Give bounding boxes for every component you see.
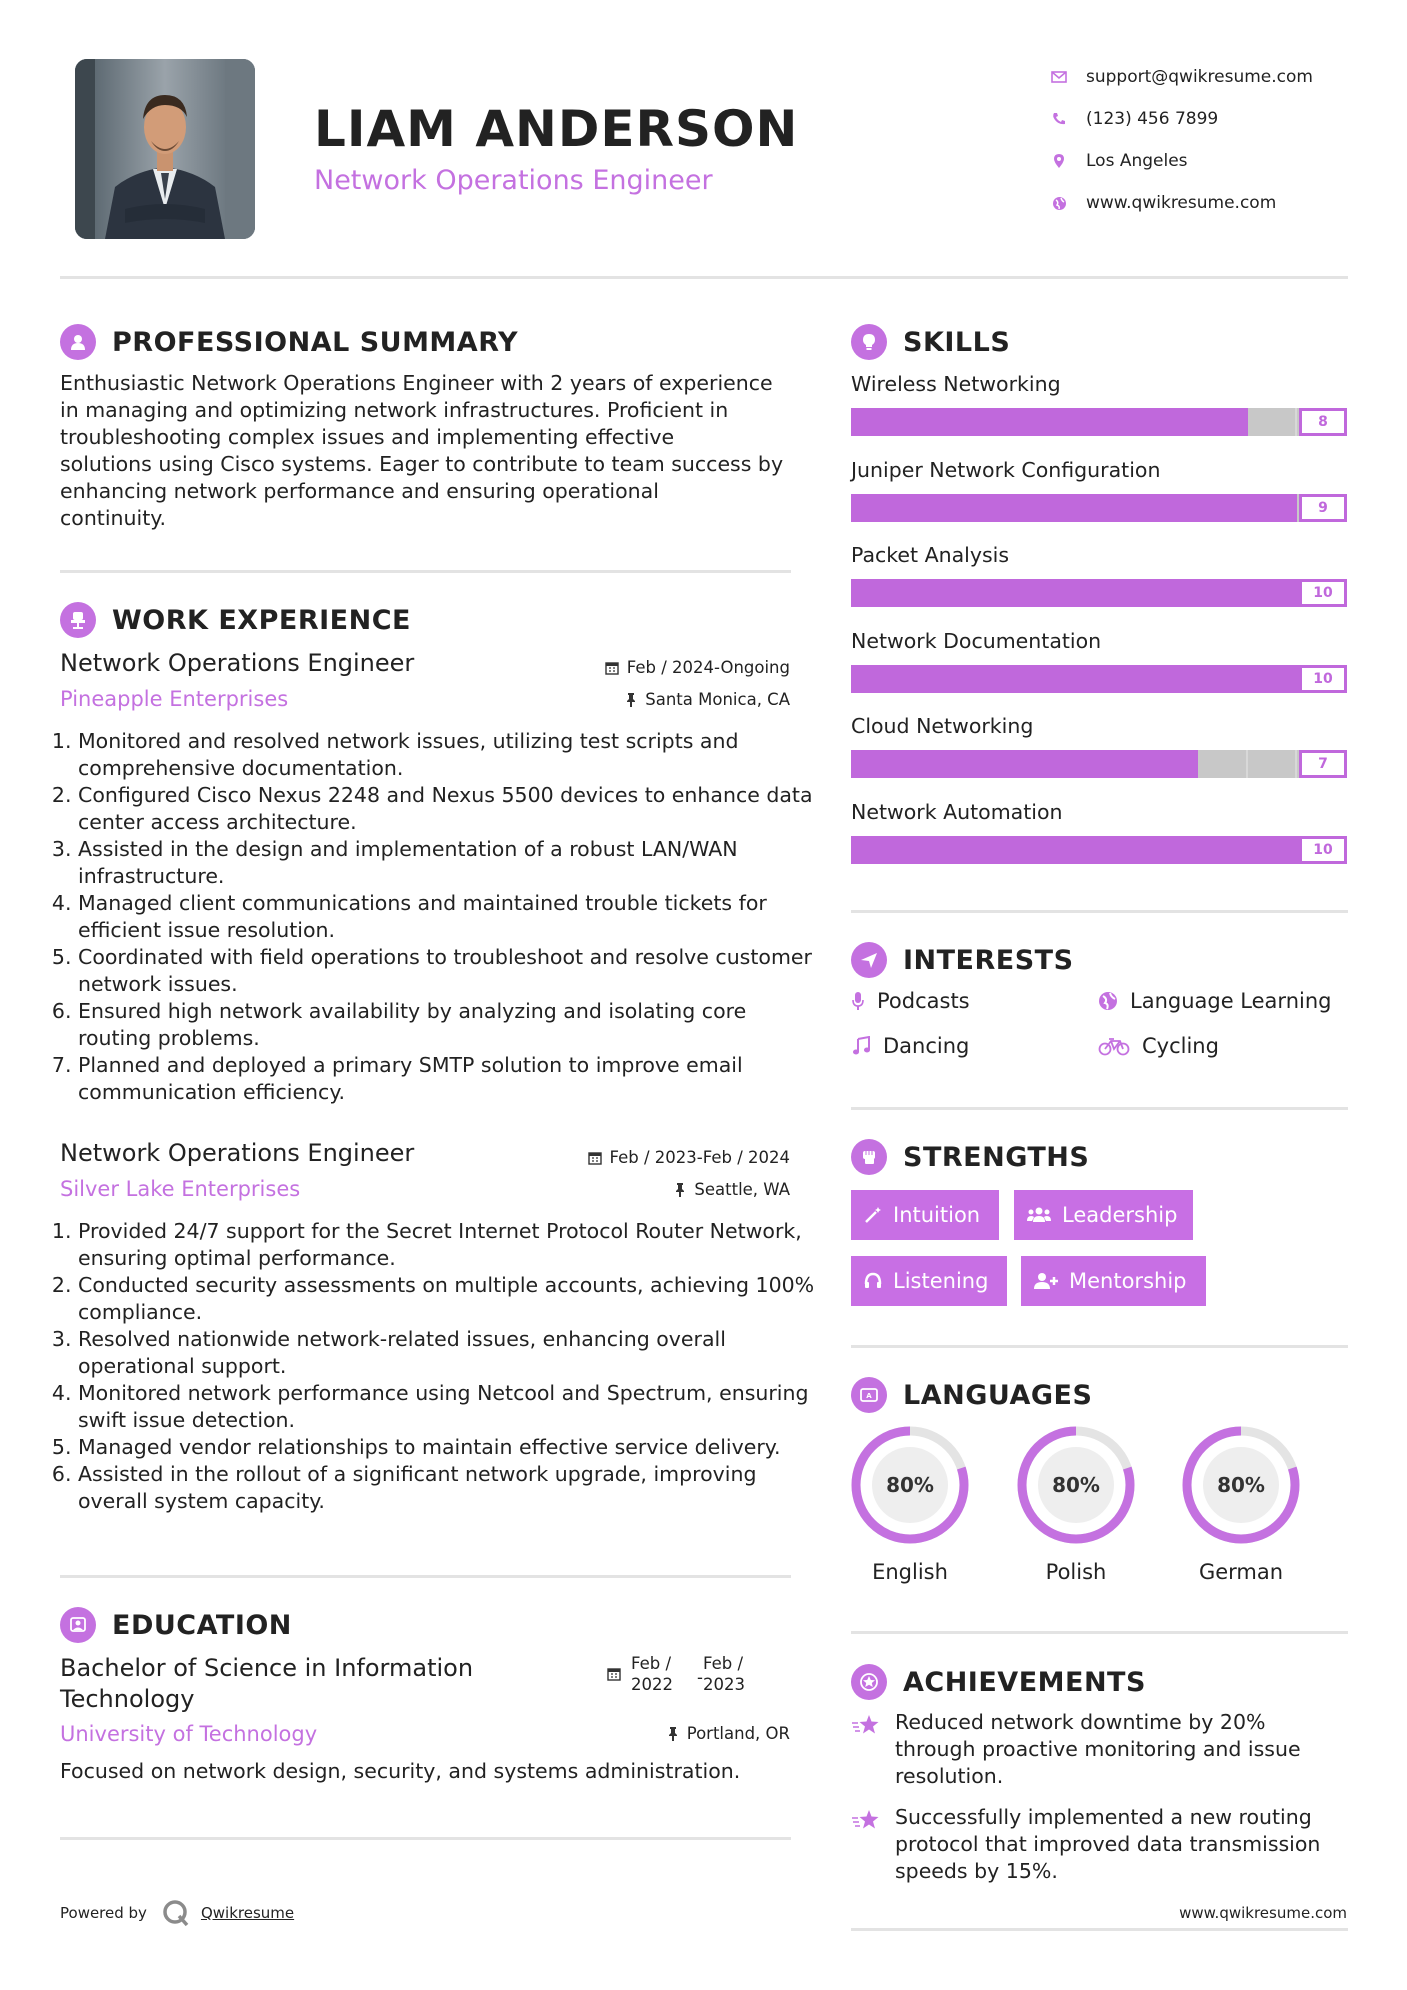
list-item: 3. Assisted in the design and implementation of a robust LAN/WAN infrastructure.: [78, 836, 818, 890]
skill-bar-fill: [851, 836, 1347, 864]
achievement-line: speeds by 15%.: [895, 1859, 1058, 1883]
microphone-icon: [851, 991, 865, 1011]
list-item: 6. Assisted in the rollout of a significant network upgrade, improving overall system capacity.: [78, 1461, 818, 1515]
skill-name: Wireless Networking: [851, 372, 1061, 396]
language-percent: 80%: [1052, 1473, 1100, 1497]
summary-line: continuity.: [60, 506, 166, 530]
list-item: 4. Managed client communications and maintained trouble tickets for efficient issue resolution.: [78, 890, 818, 944]
skill-bar-fill: [851, 408, 1248, 436]
pushpin-icon: [625, 692, 637, 708]
skill-bar: [851, 408, 1347, 436]
candidate-name: LIAM ANDERSON: [314, 100, 799, 158]
summary-line: troubleshooting complex issues and implementing effective: [60, 425, 675, 449]
list-item: 3. Resolved nationwide network-related issues, enhancing overall operational support.: [78, 1326, 818, 1380]
languages-heading: [851, 1377, 1092, 1413]
language-item: [849, 1424, 971, 1584]
job-2-date: [490, 1148, 790, 1167]
interest-label: Language Learning: [1130, 989, 1332, 1013]
skill-bar-fill: [851, 750, 1198, 778]
strength-label: Intuition: [893, 1203, 981, 1227]
summary-line: solutions using Cisco systems. Eager to contribute to team success by: [60, 452, 784, 476]
contact-phone-text: (123) 456 7899: [1086, 109, 1219, 129]
skills-heading: [851, 324, 1010, 360]
interests-title: INTERESTS: [903, 944, 1074, 976]
calendar-icon: [607, 1667, 621, 1681]
achievement-line: Reduced network downtime by 20%: [895, 1710, 1266, 1734]
contact-email[interactable]: [1050, 56, 1313, 98]
skill-name: Network Automation: [851, 799, 1063, 824]
headphones-icon: [863, 1271, 883, 1291]
lightbulb-icon: [851, 324, 887, 360]
paper-plane-icon: [851, 942, 887, 978]
work-divider: [60, 1575, 791, 1578]
work-heading: [60, 602, 411, 638]
skill-bar: [851, 665, 1347, 693]
music-note-icon: [851, 1036, 871, 1056]
globe-icon: [1098, 991, 1118, 1011]
interest-label: Podcasts: [877, 989, 970, 1013]
education-end-year: 2023: [703, 1675, 745, 1694]
achievements-heading: [851, 1664, 1146, 1700]
education-end: [697, 1653, 745, 1695]
education-location: [490, 1724, 790, 1743]
summary-title: PROFESSIONAL SUMMARY: [112, 326, 519, 358]
language-name: Polish: [1045, 1560, 1107, 1584]
skill-bar-segment: [1248, 408, 1298, 436]
job-1-company: Pineapple Enterprises: [60, 687, 289, 711]
job-2-title: Network Operations Engineer: [60, 1139, 415, 1167]
list-item: 1. Monitored and resolved network issues, utilizing test scripts and comprehensive documentation.: [78, 728, 818, 782]
language-percent: 80%: [886, 1473, 934, 1497]
language-name: German: [1198, 1560, 1284, 1584]
users-icon: [1026, 1205, 1052, 1225]
svg-text:A: A: [866, 1392, 872, 1400]
summary-text: [60, 370, 800, 532]
list-item: 2. Conducted security assessments on multiple accounts, achieving 100% compliance.: [78, 1272, 818, 1326]
job-1-location: [490, 690, 790, 709]
shooting-star-icon: [851, 1808, 883, 1832]
skill-score: 10: [1299, 579, 1347, 607]
school: University of Technology: [60, 1722, 318, 1746]
contact-email-text: support@qwikresume.com: [1086, 67, 1313, 87]
summary-line: in managing and optimizing network infrastructures. Proficient in: [60, 398, 729, 422]
footer-website[interactable]: www.qwikresume.com: [1179, 1904, 1347, 1922]
job-1-date: [490, 658, 790, 677]
achievements-title: ACHIEVEMENTS: [903, 1666, 1146, 1698]
envelope-icon: [1050, 68, 1068, 86]
interest-cycling: [1098, 1034, 1219, 1058]
language-ring: [849, 1424, 971, 1546]
achievement-item: [851, 1804, 1348, 1885]
achievement-line: resolution.: [895, 1764, 1004, 1788]
language-ring: [1180, 1424, 1302, 1546]
job-1-location-text: Santa Monica, CA: [645, 690, 790, 709]
pushpin-icon: [674, 1182, 686, 1198]
strength-listening: [851, 1256, 1007, 1306]
skill-name: Network Documentation: [851, 628, 1102, 653]
strengths-heading: [851, 1139, 1089, 1175]
skill-bar-fill: [851, 665, 1347, 693]
strengths-title: STRENGTHS: [903, 1141, 1090, 1173]
user-icon: [60, 324, 96, 360]
education-dash: -: [697, 1668, 703, 1687]
profile-photo: [75, 59, 255, 239]
contact-location-text: Los Angeles: [1086, 151, 1188, 171]
skill-bar-fill: [851, 494, 1297, 522]
languages-divider: [851, 1631, 1348, 1634]
interest-dancing: [851, 1034, 969, 1058]
bicycle-icon: [1098, 1036, 1130, 1056]
achievement-item: [851, 1709, 1348, 1790]
interest-label: Cycling: [1142, 1034, 1219, 1058]
education-description: Focused on network design, security, and systems administration.: [60, 1759, 741, 1783]
skill-bar-segment: [1248, 750, 1298, 778]
education-end-month: Feb /: [703, 1654, 744, 1673]
strength-label: Listening: [893, 1269, 989, 1293]
language-item: [1015, 1424, 1137, 1584]
education-title: EDUCATION: [112, 1609, 292, 1641]
achievement-line: through proactive monitoring and issue: [895, 1737, 1301, 1761]
job-1-title: Network Operations Engineer: [60, 649, 415, 677]
skill-score: 9: [1299, 494, 1347, 522]
summary-line: Enthusiastic Network Operations Engineer with 2 years of experience: [60, 371, 773, 395]
strength-intuition: [851, 1190, 999, 1240]
education-start: [631, 1653, 673, 1695]
languages-title: LANGUAGES: [903, 1379, 1093, 1411]
calendar-icon: [588, 1151, 602, 1165]
strength-leadership: [1014, 1190, 1193, 1240]
pushpin-icon: [667, 1726, 679, 1742]
job-1-date-text: Feb / 2024-Ongoing: [626, 658, 790, 677]
strength-label: Mentorship: [1069, 1269, 1187, 1293]
skill-bar: [851, 494, 1347, 522]
magic-wand-icon: [863, 1205, 883, 1225]
achievements-divider: [851, 1928, 1348, 1931]
phone-icon: [1050, 110, 1068, 128]
powered-by-text: Powered by: [60, 1904, 147, 1922]
skills-divider: [851, 910, 1348, 913]
list-item: 4. Monitored network performance using Netcool and Spectrum, ensuring swift issue detection.: [78, 1380, 818, 1434]
education-start-year: 2022: [631, 1675, 673, 1694]
language-ring: [1015, 1424, 1137, 1546]
degree-line: Bachelor of Science in Information: [60, 1654, 474, 1682]
map-pin-icon: [1050, 152, 1068, 170]
list-item: 6. Ensured high network availability by analyzing and isolating core routing problems.: [78, 998, 818, 1052]
skill-score: 10: [1299, 665, 1347, 693]
contact-location: [1050, 140, 1313, 182]
interests-divider: [851, 1107, 1348, 1110]
skill-bar-segment: [1198, 750, 1248, 778]
achievement-line: protocol that improved data transmission: [895, 1832, 1321, 1856]
qwikresume-link[interactable]: Qwikresume: [200, 1904, 295, 1922]
summary-divider: [60, 570, 791, 573]
language-card-icon: [851, 1377, 887, 1413]
education-heading: [60, 1607, 292, 1643]
skill-score: 8: [1299, 408, 1347, 436]
skill-score: 7: [1299, 750, 1347, 778]
job-1-duties: [60, 728, 818, 1106]
interests-heading: [851, 942, 1074, 978]
achievement-text: [895, 1709, 1301, 1790]
calendar-icon: [605, 661, 619, 675]
achievement-text: [895, 1804, 1320, 1885]
job-2-company: Silver Lake Enterprises: [60, 1177, 301, 1201]
list-item: 1. Provided 24/7 support for the Secret Internet Protocol Router Network, ensuring optimal performance.: [78, 1218, 818, 1272]
strength-mentorship: [1021, 1256, 1206, 1306]
summary-heading: [60, 324, 518, 360]
skill-name: Juniper Network Configuration: [851, 457, 1161, 482]
education-start-month: Feb /: [631, 1654, 672, 1673]
job-2-location-text: Seattle, WA: [694, 1180, 790, 1199]
skill-bar: [851, 750, 1347, 778]
summary-line: enhancing network performance and ensuring operational: [60, 479, 659, 503]
chair-icon: [60, 602, 96, 638]
language-item: [1180, 1424, 1302, 1584]
list-item: 7. Planned and deployed a primary SMTP solution to improve email communication efficiency.: [78, 1052, 818, 1106]
shooting-star-icon: [851, 1713, 883, 1737]
job-2-date-text: Feb / 2023-Feb / 2024: [609, 1148, 790, 1167]
education-divider: [60, 1837, 791, 1840]
contact-website-text: www.qwikresume.com: [1086, 193, 1277, 213]
header-divider: [60, 276, 1348, 279]
skill-score: 10: [1299, 836, 1347, 864]
skill-bar: [851, 579, 1347, 607]
degree-line: Technology: [60, 1685, 195, 1713]
list-item: 5. Managed vendor relationships to maintain effective service delivery.: [78, 1434, 818, 1461]
list-item: 5. Coordinated with field operations to troubleshoot and resolve customer network issues.: [78, 944, 818, 998]
degree: [60, 1653, 473, 1715]
job-2-location: [490, 1180, 790, 1199]
footer-powered-by: [60, 1898, 294, 1928]
star-badge-icon: [851, 1664, 887, 1700]
qwikresume-logo-icon: [161, 1898, 191, 1928]
strength-label: Leadership: [1062, 1203, 1178, 1227]
skills-title: SKILLS: [903, 326, 1011, 358]
contact-website[interactable]: [1050, 182, 1313, 224]
education-location-text: Portland, OR: [686, 1724, 790, 1743]
interest-podcasts: [851, 989, 970, 1013]
skill-name: Packet Analysis: [851, 543, 1010, 567]
interest-language-learning: [1098, 989, 1331, 1013]
strengths-divider: [851, 1345, 1348, 1348]
globe-icon: [1050, 194, 1068, 212]
achievement-line: Successfully implemented a new routing: [895, 1805, 1312, 1829]
contact-block: [1050, 56, 1313, 224]
contact-phone[interactable]: [1050, 98, 1313, 140]
graduate-icon: [60, 1607, 96, 1643]
language-name: English: [872, 1560, 948, 1584]
list-item: 2. Configured Cisco Nexus 2248 and Nexus 5500 devices to enhance data center access architecture.: [78, 782, 818, 836]
skill-name: Cloud Networking: [851, 714, 1034, 738]
language-percent: 80%: [1217, 1473, 1265, 1497]
work-title: WORK EXPERIENCE: [112, 604, 411, 636]
skill-bar: [851, 836, 1347, 864]
user-plus-icon: [1033, 1271, 1059, 1291]
skill-bar-fill: [851, 579, 1347, 607]
education-dates: [607, 1653, 745, 1695]
fist-icon: [851, 1139, 887, 1175]
interest-label: Dancing: [883, 1034, 970, 1058]
candidate-role: Network Operations Engineer: [314, 165, 713, 196]
job-2-duties: [60, 1218, 818, 1515]
